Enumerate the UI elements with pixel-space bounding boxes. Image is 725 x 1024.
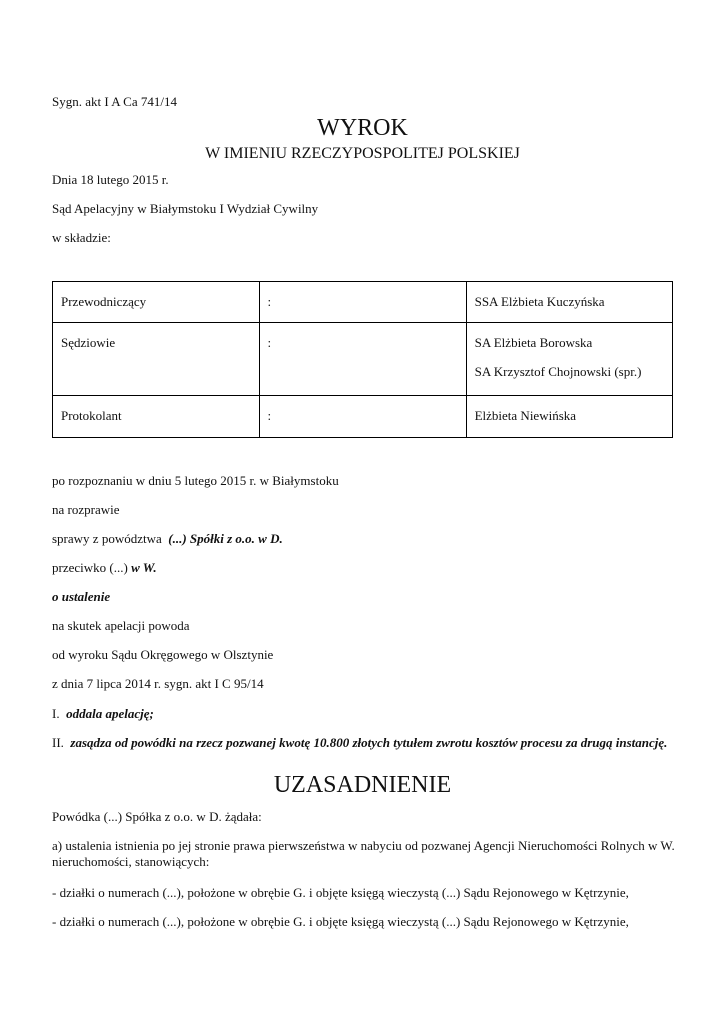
hearing-line: na rozprawie: [52, 502, 120, 517]
lower-judgment-date: z dnia 7 lipca 2014 r. sygn. akt I C 95/14: [52, 676, 264, 691]
against-prefix: przeciwko (...): [52, 560, 128, 575]
panel-role: Sędziowie: [61, 335, 116, 350]
reasons-heading: UZASADNIENIE: [273, 772, 452, 798]
reasons-paragraph: - działki o numerach (...), położone w obrębie G. i objęte księgą wieczystą (...) Sądu Rejonowego w Kętrzynie,: [52, 914, 629, 929]
document-subtitle: W IMIENIU RZECZYPOSPOLITEJ POLSKIEJ: [205, 145, 520, 162]
table-row: [53, 396, 673, 438]
ruling-point-text: oddala apelację;: [66, 706, 154, 721]
panel-separator: :: [267, 335, 272, 350]
lower-court-line: od wyroku Sądu Okręgowego w Olsztynie: [52, 647, 274, 662]
panel-name: SA Elżbieta Borowska: [474, 335, 593, 350]
plaintiff-name: (...) Spółki z o.o. w D.: [168, 531, 283, 546]
appeal-line: na skutek apelacji powoda: [52, 618, 190, 633]
case-subject: o ustalenie: [52, 589, 111, 604]
panel-name: SSA Elżbieta Kuczyńska: [474, 294, 605, 309]
reasons-paragraph: a) ustalenia istnienia po jej stronie prawa pierwszeństwa w nabyciu od pozwanej Agencji Nieruchomości Rolnych w W. nieruchomości, stanowiących:: [52, 838, 675, 869]
ruling-point-text: zasądza od powódki na rzecz pozwanej kwotę 10.800 złotych tytułem zwrotu kosztów procesu za drugą instancję.: [70, 735, 668, 750]
heard-line: po rozpoznaniu w dniu 5 lutego 2015 r. w Białymstoku: [52, 473, 339, 488]
panel-role: Przewodniczący: [61, 294, 147, 309]
panel-separator: :: [267, 408, 272, 423]
document-title: WYROK: [317, 115, 408, 141]
ruling-point-number: II.: [52, 735, 64, 750]
defendant-name: w W.: [131, 560, 157, 575]
ruling-point-number: I.: [52, 706, 60, 721]
court-panel-table: [52, 281, 673, 438]
panel-name: Elżbieta Niewińska: [474, 408, 577, 423]
ruling-point-2: [52, 735, 677, 751]
case-number: Sygn. akt I A Ca 741/14: [52, 94, 177, 109]
panel-role: Protokolant: [61, 408, 122, 423]
case-line: [52, 531, 283, 547]
reasons-paragraph: - działki o numerach (...), położone w obrębie G. i objęte księgą wieczystą (...) Sądu Rejonowego w Kętrzynie,: [52, 885, 629, 900]
judgment-date-line: Dnia 18 lutego 2015 r.: [52, 172, 169, 187]
panel-separator: :: [267, 294, 272, 309]
table-row: [53, 282, 673, 323]
case-prefix: sprawy z powództwa: [52, 531, 162, 546]
panel-name: SA Krzysztof Chojnowski (spr.): [474, 364, 642, 379]
table-row: [53, 323, 673, 396]
composition-label: w składzie:: [52, 230, 111, 245]
court-name: Sąd Apelacyjny w Białymstoku I Wydział Cywilny: [52, 201, 319, 216]
ruling-point-1: [52, 706, 154, 722]
reasons-paragraph: Powódka (...) Spółka z o.o. w D. żądała:: [52, 809, 262, 824]
against-line: [52, 560, 157, 576]
